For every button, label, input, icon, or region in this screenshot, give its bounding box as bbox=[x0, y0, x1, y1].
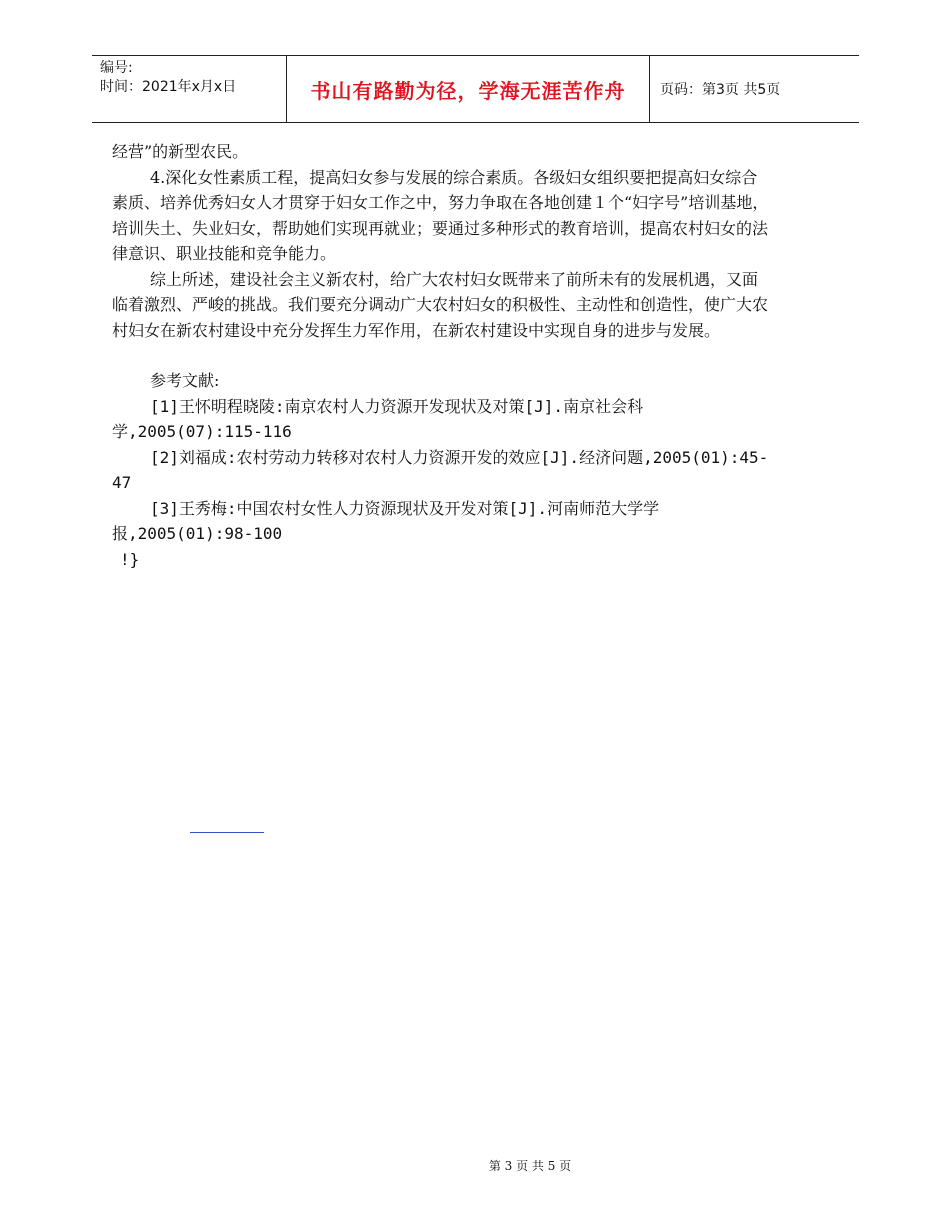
document-time: 时间：2021年x月x日 bbox=[100, 79, 237, 95]
page-footer: 第 3 页 共 5 页 bbox=[488, 1159, 572, 1173]
document-body bbox=[112, 139, 772, 572]
paragraph-continued: 经营”的新型农民。 bbox=[112, 142, 249, 161]
paragraph-women-quality: 4.深化女性素质工程，提高妇女参与发展的综合素质。各级妇女组织要把提高妇女综合素质、培养优秀妇女人才贯穿于妇女工作之中，努力争取在各地创建１个“妇字号”培训基地，培训失土、失业妇女，帮助她们实现再就业；要通过多种形式的教育培训，提高农村妇女的法律意识、职业技能和竞争能力。 bbox=[112, 167, 769, 263]
header-page-info: 页码：第3页 共5页 bbox=[660, 82, 781, 98]
reference-item-1: [1]王怀明程晓陵:南京农村人力资源开发现状及对策[J].南京社会科学,2005(07):115-116 bbox=[112, 396, 644, 441]
reference-item-2: [2]刘福成:农村劳动力转移对农村人力资源开发的效应[J].经济问题,2005(01):45-47 bbox=[112, 447, 769, 492]
trailing-marks: !} bbox=[120, 549, 140, 569]
spacer bbox=[112, 343, 772, 368]
header-motto: 书山有路勤为径，学海无涯苦作舟 bbox=[286, 56, 650, 122]
header-meta bbox=[92, 56, 286, 122]
page-header bbox=[92, 55, 859, 123]
hyperlink-underline[interactable] bbox=[190, 832, 264, 833]
paragraph-conclusion: 综上所述，建设社会主义新农村，给广大农村妇女既带来了前所未有的发展机遇，又面临着激烈、严峻的挑战。我们要充分调动广大农村妇女的积极性、主动性和创造性，使广大农村妇女在新农村建设中充分发挥生力军作用，在新农村建设中实现自身的进步与发展。 bbox=[112, 269, 769, 340]
document-number-label: 编号: bbox=[100, 60, 133, 76]
references-title: 参考文献: bbox=[150, 371, 220, 390]
reference-item-3: [3]王秀梅:中国农村女性人力资源现状及开发对策[J].河南师范大学学报,2005(01):98-100 bbox=[112, 498, 660, 543]
